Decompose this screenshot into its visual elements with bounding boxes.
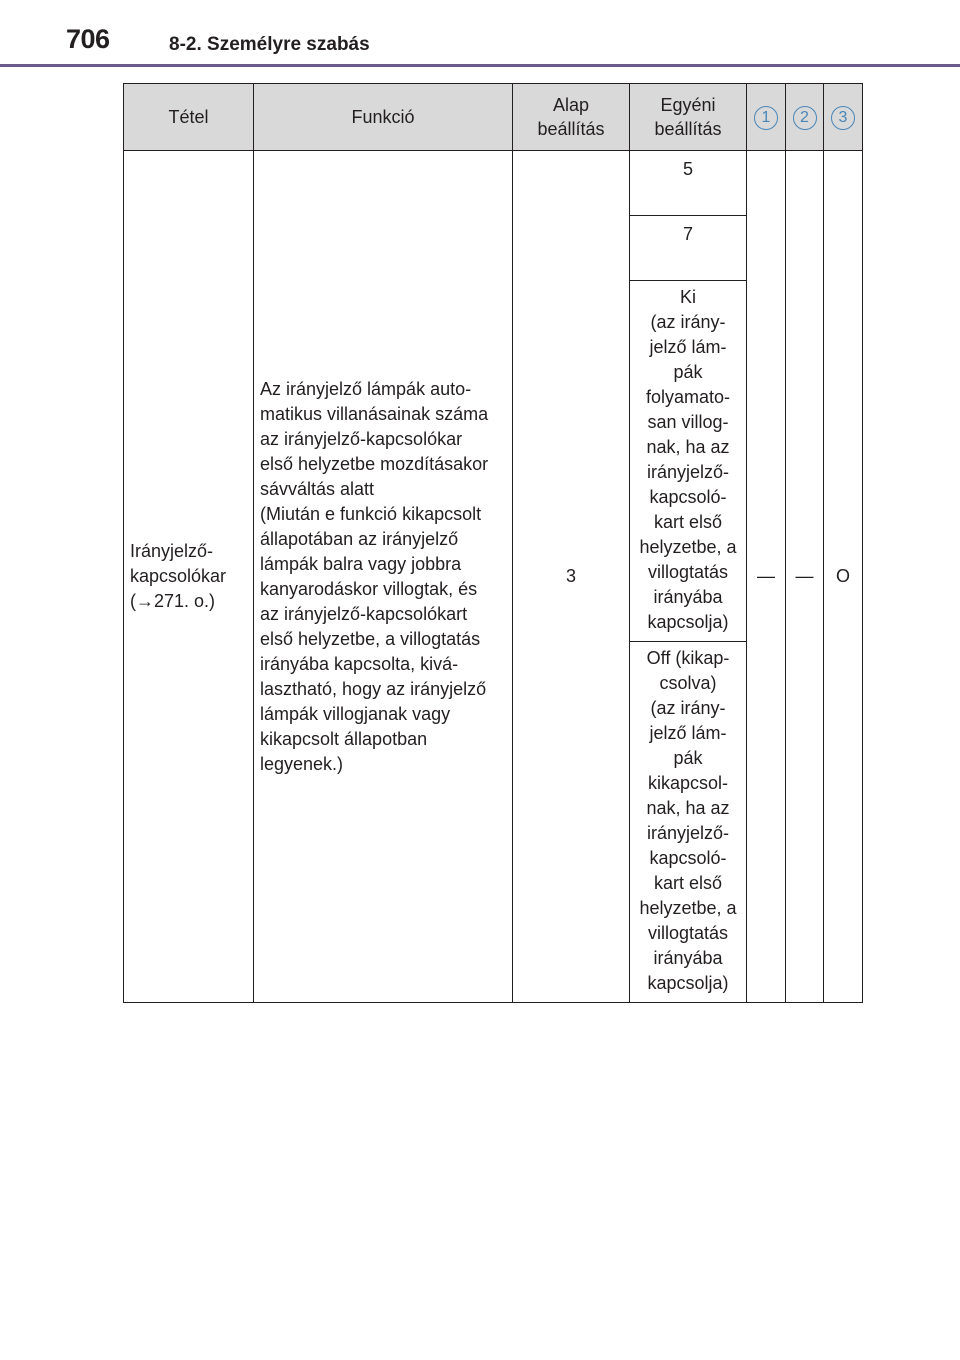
circled-number-1-icon: 1 [754, 106, 778, 130]
circled-number-2-icon: 2 [793, 106, 817, 130]
mark-cell-3: O [824, 151, 863, 1003]
column-header-custom: Egyéni beállítás [630, 84, 747, 151]
page-header [0, 0, 960, 68]
column-header-2 [786, 84, 824, 151]
column-header-1 [747, 84, 786, 151]
mark-cell-2: — [786, 151, 824, 1003]
function-cell: Az irányjelző lámpák auto- matikus villanásainak száma az irányjelző-kapcsolókar első helyzetbe mozdításakor sávváltás alatt (Miután e funkció kikapcsolt állapotában az irányjelző lámpák balra vagy jobbra kanyarodáskor villogtak, és az irányjelző-kapcsolókart első helyzetbe, a villogtatás irányába kapcsolta, kivá- lasztható, hogy az irányjelző lámpák villogjanak vagy kikapcsolt állapotban legyenek.) [254, 151, 513, 1003]
table-row [124, 151, 863, 216]
mark-cell-1: — [747, 151, 786, 1003]
custom-option-7: 7 [630, 216, 747, 281]
custom-option-off: Off (kikap- csolva) (az irány- jelző lám- pák kikapcsol- nak, ha az irányjelző- kapcsoló- kart első helyzetbe, a villogtatás irányába kapcsolja) [630, 642, 747, 1003]
custom-option-ki: Ki (az irány- jelző lám- pák folyamato- san villog- nak, ha az irányjelző- kapcsoló- kart első helyzetbe, a villogtatás irányába kapcsolja) [630, 281, 747, 642]
column-header-function: Funkció [254, 84, 513, 151]
column-header-default: Alap beállítás [513, 84, 630, 151]
header-divider [0, 64, 960, 67]
section-title: 8-2. Személyre szabás [169, 34, 370, 55]
custom-option-5: 5 [630, 151, 747, 216]
table-header-row [124, 84, 863, 151]
customization-table [123, 83, 863, 1003]
default-setting-cell: 3 [513, 151, 630, 1003]
column-header-item: Tétel [124, 84, 254, 151]
circled-number-3-icon: 3 [831, 106, 855, 130]
item-cell: Irányjelző- kapcsolókar (→271. o.) [124, 151, 254, 1003]
column-header-3 [824, 84, 863, 151]
page-number: 706 [66, 24, 110, 54]
